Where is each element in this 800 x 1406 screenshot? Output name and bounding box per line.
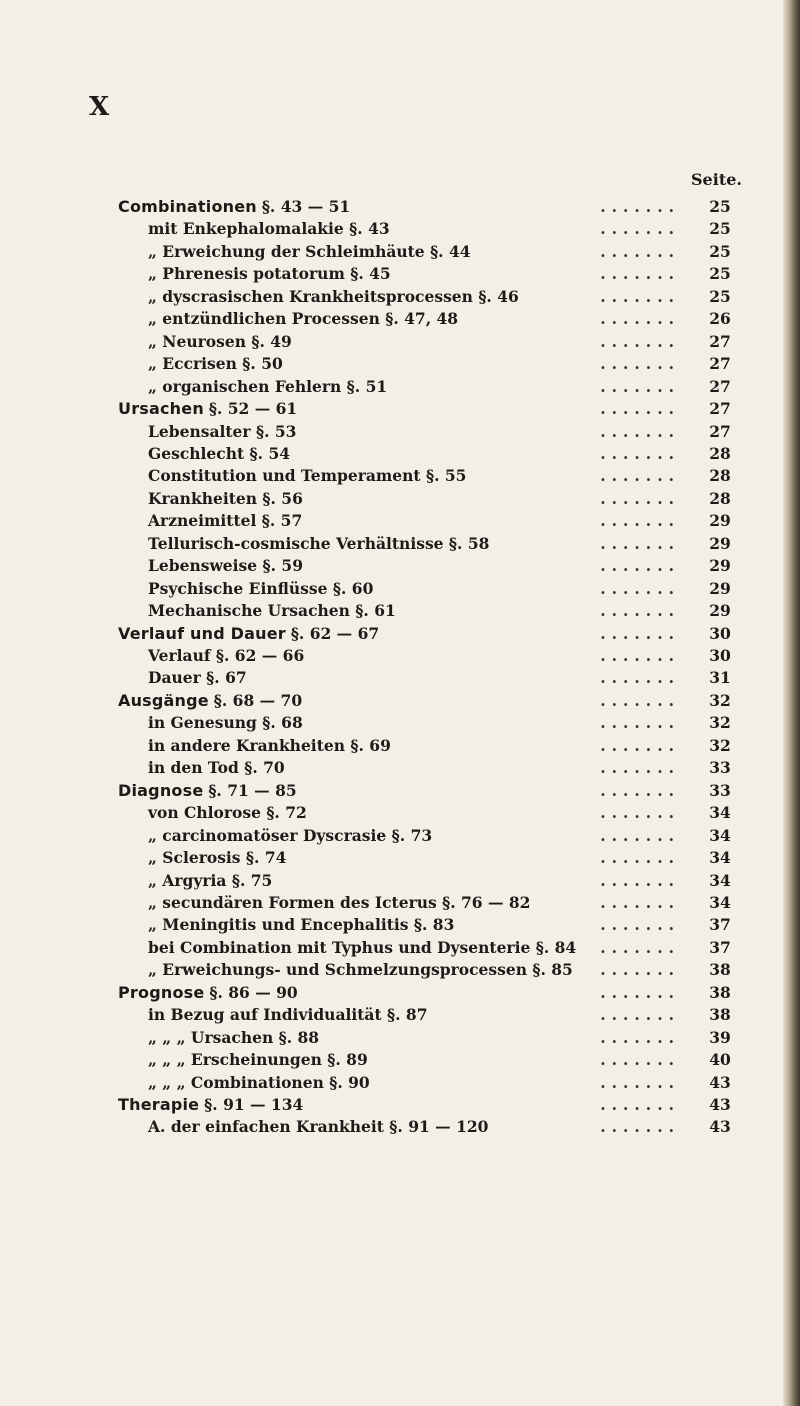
toc-entry-text: [148, 331, 292, 353]
toc-entry-text: [148, 735, 391, 757]
toc-entry-row: [0, 667, 780, 689]
toc-entry-text: [118, 780, 297, 802]
toc-page-number: 32: [709, 713, 731, 733]
toc-entry-text: [148, 286, 519, 308]
toc-page-number: 29: [709, 556, 731, 576]
toc-entry-text: [148, 1004, 428, 1026]
toc-entry-row: [0, 1072, 780, 1094]
toc-entry-label: „ Erweichungs- und Schmelzungsprocessen §. 85: [148, 960, 573, 980]
toc-entry-label: „ „ „ Ursachen §. 88: [148, 1027, 320, 1047]
toc-entry-text: [148, 353, 283, 375]
toc-entry-text: [148, 914, 454, 936]
toc-page-number: 38: [709, 960, 731, 980]
dot-leader: .......: [600, 623, 680, 643]
toc-page-number: 28: [709, 488, 731, 508]
toc-entry-label: „ Erweichung der Schleimhäute §. 44: [148, 241, 471, 261]
toc-entry-row: [0, 600, 780, 622]
toc-entry-label: „ „ „ Erscheinungen §. 89: [148, 1050, 368, 1070]
toc-entry-label: Lebensweise §. 59: [148, 556, 303, 576]
dot-leader: .......: [600, 646, 680, 665]
toc-entry-row: [0, 914, 780, 936]
toc-entry-row: [0, 443, 780, 465]
toc-entry-row: [0, 308, 780, 330]
toc-entry-row: [0, 241, 780, 263]
toc-entry-text: [118, 982, 298, 1004]
toc-entry-text: [148, 510, 302, 532]
toc-entry-label: §. 62 — 67: [290, 623, 380, 643]
toc-section-row: [0, 982, 780, 1004]
toc-entry-label: in Genesung §. 68: [148, 713, 303, 733]
toc-page-number: 25: [709, 286, 731, 306]
toc-page-number: 40: [709, 1050, 731, 1070]
toc-entry-text: [148, 645, 304, 667]
toc-section-row: [0, 623, 780, 645]
toc-entry-label: „ Neurosen §. 49: [148, 331, 292, 351]
toc-entry-label: von Chlorose §. 72: [148, 803, 307, 823]
toc-entry-text: [148, 802, 307, 824]
toc-page-number: 29: [709, 601, 731, 621]
dot-leader: .......: [600, 219, 680, 239]
toc-entry-text: [148, 959, 573, 981]
toc-page-number: 39: [709, 1027, 731, 1047]
dot-leader: .......: [600, 1005, 680, 1025]
toc-entry-row: [0, 847, 780, 869]
toc-page-number: 29: [709, 533, 731, 553]
page-edge-shadow: [783, 0, 800, 1406]
toc-entry-text: [148, 825, 432, 847]
toc-entry-label: Lebensalter §. 53: [148, 421, 297, 441]
toc-entry-label: „ „ „ Combinationen §. 90: [148, 1072, 370, 1092]
toc-page-number: 26: [709, 309, 731, 329]
dot-leader: .......: [600, 421, 680, 441]
dot-leader: .......: [600, 848, 680, 868]
dot-leader: .......: [600, 331, 680, 351]
dot-leader: .......: [600, 1027, 680, 1047]
dot-leader: .......: [600, 578, 680, 598]
toc-entry-label: Psychische Einflüsse §. 60: [148, 578, 374, 598]
dot-leader: .......: [600, 376, 680, 396]
toc-entry-text: [148, 555, 303, 577]
toc-entry-text: [148, 600, 396, 622]
toc-entry-label: „ dyscrasischen Krankheitsprocessen §. 46: [148, 286, 519, 306]
dot-leader: .......: [600, 668, 680, 688]
toc-entry-row: [0, 533, 780, 555]
toc-entry-text: [148, 1072, 370, 1094]
toc-page-number: 34: [709, 848, 731, 868]
dot-leader: .......: [600, 399, 680, 419]
toc-entry-label: §. 52 — 61: [208, 399, 298, 419]
dot-leader: .......: [600, 241, 680, 261]
dot-leader: .......: [600, 758, 680, 778]
toc-entry-text: [148, 667, 247, 689]
toc-page-number: 25: [709, 264, 731, 284]
toc-entry-text: [148, 308, 458, 330]
toc-page-number: 32: [709, 735, 731, 755]
toc-page-number: 33: [709, 758, 731, 778]
toc-entry-row: [0, 218, 780, 240]
toc-section-heading: Therapie: [118, 1095, 200, 1114]
toc-entry-label: A. der einfachen Krankheit §. 91 — 120: [148, 1117, 489, 1137]
dot-leader: .......: [600, 309, 680, 329]
toc-entry-label: in den Tod §. 70: [148, 758, 285, 778]
toc-entry-text: [148, 757, 285, 779]
dot-leader: .......: [600, 937, 680, 957]
toc-entry-row: [0, 353, 780, 375]
toc-entry-text: [148, 488, 303, 510]
dot-leader: .......: [600, 960, 680, 980]
toc-entry-row: [0, 757, 780, 779]
toc-entry-text: [148, 376, 387, 398]
toc-entry-label: „ Argyria §. 75: [148, 870, 273, 890]
toc-entry-row: [0, 465, 780, 487]
toc-entry-row: [0, 555, 780, 577]
toc-page-number: 29: [709, 511, 731, 531]
toc-entry-text: [118, 398, 297, 420]
toc-page-number: 34: [709, 870, 731, 890]
toc-page-number: 33: [709, 780, 731, 800]
dot-leader: .......: [600, 825, 680, 845]
toc-page-number: 37: [709, 915, 731, 935]
dot-leader: .......: [600, 197, 680, 216]
dot-leader: .......: [600, 892, 680, 912]
toc-entry-label: §. 91 — 134: [204, 1095, 304, 1114]
toc-entry-label: Verlauf §. 62 — 66: [148, 646, 305, 665]
toc-section-row: [0, 690, 780, 712]
dot-leader: .......: [600, 982, 680, 1002]
toc-entry-row: [0, 376, 780, 398]
toc-entry-text: [148, 1049, 368, 1071]
toc-entry-text: [148, 218, 390, 240]
toc-entry-row: [0, 421, 780, 443]
dot-leader: .......: [600, 443, 680, 463]
dot-leader: .......: [600, 1117, 680, 1137]
toc-section-row: [0, 1094, 780, 1116]
toc-entry-label: „ Meningitis und Encephalitis §. 83: [148, 915, 455, 935]
toc-entry-row: [0, 1004, 780, 1026]
dot-leader: .......: [600, 533, 680, 553]
toc-section-row: [0, 780, 780, 802]
toc-page-number: 34: [709, 892, 731, 912]
toc-entry-label: Dauer §. 67: [148, 668, 247, 688]
toc-entry-row: [0, 331, 780, 353]
toc-entry-row: [0, 735, 780, 757]
toc-entry-label: „ secundären Formen des Icterus §. 76 — 82: [148, 892, 531, 912]
toc-entry-text: [148, 1027, 319, 1049]
toc-page-number: 27: [709, 399, 731, 419]
toc-entry-text: [118, 623, 379, 645]
toc-entry-text: [148, 533, 489, 555]
toc-entry-label: mit Enkephalomalakie §. 43: [148, 219, 390, 239]
page-number: X: [89, 92, 111, 122]
toc-page-number: 38: [709, 1005, 731, 1025]
toc-entry-label: in andere Krankheiten §. 69: [148, 735, 391, 755]
dot-leader: .......: [600, 466, 680, 486]
toc-entry-label: Geschlecht §. 54: [148, 443, 291, 463]
toc-entry-row: [0, 488, 780, 510]
toc-entry-text: [148, 465, 466, 487]
toc-entry-label: „ organischen Fehlern §. 51: [148, 376, 388, 396]
dot-leader: .......: [600, 690, 680, 710]
toc-entry-text: [148, 847, 286, 869]
toc-entry-label: §. 68 — 70: [213, 690, 303, 710]
toc-entry-text: [148, 937, 576, 959]
toc-page-number: 31: [709, 668, 731, 688]
dot-leader: .......: [600, 601, 680, 621]
toc-entry-text: [148, 421, 296, 443]
toc-page-number: 34: [709, 825, 731, 845]
toc-page-number: 28: [709, 443, 731, 463]
toc-entry-row: [0, 578, 780, 600]
dot-leader: .......: [600, 488, 680, 508]
toc-entry-text: [118, 1094, 303, 1116]
toc-section-heading: Combinationen: [118, 197, 257, 216]
toc-page-number: 27: [709, 376, 731, 396]
toc-entry-label: Krankheiten §. 56: [148, 488, 303, 508]
dot-leader: .......: [600, 1072, 680, 1092]
toc-page-number: 25: [709, 219, 731, 239]
toc-entry-row: [0, 286, 780, 308]
toc-entry-text: [148, 443, 290, 465]
toc-page-number: 34: [709, 803, 731, 823]
toc-entry-row: [0, 263, 780, 285]
toc-page-number: 30: [709, 646, 731, 665]
toc-entry-text: [148, 263, 391, 285]
toc-section-heading: Verlauf und Dauer: [118, 623, 286, 643]
dot-leader: .......: [600, 915, 680, 935]
toc-entry-label: Constitution und Temperament §. 55: [148, 466, 467, 486]
dot-leader: .......: [600, 354, 680, 374]
toc-entry-row: [0, 870, 780, 892]
toc-entry-label: Mechanische Ursachen §. 61: [148, 601, 396, 621]
toc-page-number: 27: [709, 354, 731, 374]
toc-entry-label: Arzneimittel §. 57: [148, 511, 303, 531]
toc-entry-row: [0, 892, 780, 914]
toc-section-heading: Diagnose: [118, 780, 204, 800]
toc-page-number: 38: [709, 982, 731, 1002]
toc-entry-label: §. 71 — 85: [208, 780, 297, 800]
toc-entry-label: in Bezug auf Individualität §. 87: [148, 1005, 428, 1025]
toc-entry-label: „ Sclerosis §. 74: [148, 848, 287, 868]
dot-leader: .......: [600, 870, 680, 890]
toc-entry-text: [148, 892, 530, 914]
dot-leader: .......: [600, 264, 680, 284]
dot-leader: .......: [600, 713, 680, 733]
toc-entry-row: [0, 959, 780, 981]
toc-entry-text: [118, 196, 350, 218]
page-column-header: Seite.: [691, 170, 742, 189]
toc-entry-label: §. 43 — 51: [261, 197, 351, 216]
toc-entry-text: [148, 241, 471, 263]
toc-entry-row: [0, 510, 780, 532]
dot-leader: .......: [600, 780, 680, 800]
toc-entry-text: [118, 690, 302, 712]
toc-section-heading: Ursachen: [118, 399, 204, 419]
toc-page-number: 37: [709, 937, 731, 957]
dot-leader: .......: [600, 511, 680, 531]
toc-entry-row: [0, 1116, 780, 1138]
dot-leader: .......: [600, 286, 680, 306]
dot-leader: .......: [600, 803, 680, 823]
toc-page-number: 30: [709, 623, 731, 643]
toc-entry-row: [0, 1027, 780, 1049]
toc-entry-row: [0, 712, 780, 734]
toc-entry-label: „ Eccrisen §. 50: [148, 354, 283, 374]
toc-page-number: 25: [709, 197, 731, 216]
toc-page-number: 43: [709, 1072, 731, 1092]
toc-section-row: [0, 196, 780, 218]
toc-page-number: 32: [709, 690, 731, 710]
toc-page-number: 27: [709, 421, 731, 441]
toc-entry-label: bei Combination mit Typhus und Dysenterie §. 84: [148, 937, 577, 957]
toc-section-heading: Prognose: [118, 982, 205, 1002]
toc-entry-label: „ carcinomatöser Dyscrasie §. 73: [148, 825, 433, 845]
toc-page-number: 25: [709, 241, 731, 261]
dot-leader: .......: [600, 1095, 680, 1114]
toc-page-number: 27: [709, 331, 731, 351]
dot-leader: .......: [600, 556, 680, 576]
toc-page-number: 43: [709, 1117, 731, 1137]
toc-entry-text: [148, 578, 373, 600]
toc-entry-text: [148, 1116, 488, 1138]
toc-entry-row: [0, 645, 780, 667]
toc-entry-row: [0, 802, 780, 824]
toc-entry-label: Tellurisch-cosmische Verhältnisse §. 58: [148, 533, 490, 553]
toc-entry-label: §. 86 — 90: [209, 982, 298, 1002]
toc-page-number: 29: [709, 578, 731, 598]
toc-page-number: 43: [709, 1095, 731, 1114]
dot-leader: .......: [600, 735, 680, 755]
toc-entry-row: [0, 825, 780, 847]
toc-entry-row: [0, 1049, 780, 1071]
toc-entry-label: „ entzündlichen Processen §. 47, 48: [148, 309, 459, 329]
toc-entry-text: [148, 870, 272, 892]
toc-entry-row: [0, 937, 780, 959]
toc-section-heading: Ausgänge: [118, 690, 209, 710]
toc-section-row: [0, 398, 780, 420]
toc-page-number: 28: [709, 466, 731, 486]
dot-leader: .......: [600, 1050, 680, 1070]
toc-entry-label: „ Phrenesis potatorum §. 45: [148, 264, 391, 284]
toc-entry-text: [148, 712, 303, 734]
